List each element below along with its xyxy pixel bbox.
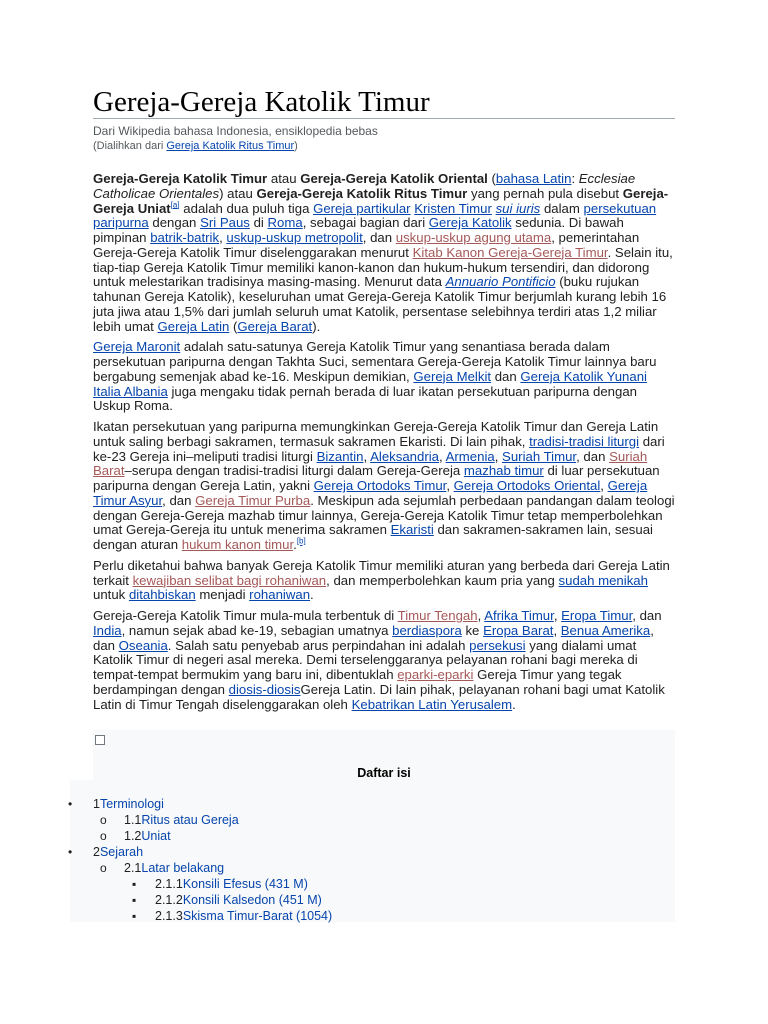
toc-title: Daftar isi xyxy=(357,766,411,780)
text-run: , sebagai bagian dari xyxy=(302,215,429,231)
bold-term: Gereja-Gereja Katolik Timur xyxy=(93,171,268,186)
text-run: , dan xyxy=(576,448,610,464)
wiki-link[interactable]: persekusi xyxy=(469,637,526,653)
toc-link[interactable]: Ritus atau Gereja xyxy=(141,813,239,827)
wiki-link[interactable]: Kebatrikan Latin Yerusalem xyxy=(351,696,513,712)
wiki-link[interactable]: batrik-batrik xyxy=(150,230,220,245)
wiki-link[interactable]: Oseania xyxy=(118,637,168,653)
toc-number: 2.1.1 xyxy=(155,877,183,891)
text-run: , namun sejak abad ke-19, sebagian umatnya xyxy=(121,622,393,638)
toc-link[interactable]: Konsili Efesus (431 M) xyxy=(182,877,308,891)
text-run: , pemerintahan Gereja-Gereja Katolik Timur diselenggarakan menurut xyxy=(93,230,640,260)
redlink[interactable]: Timur Tengah xyxy=(397,608,478,623)
wiki-link[interactable]: Ekaristi xyxy=(390,522,434,538)
text-run: yang pernah pula disebut xyxy=(467,185,623,201)
text-run: ) atau xyxy=(219,185,257,201)
wiki-link[interactable]: Gereja Maronit xyxy=(93,339,181,355)
text-run: (buku rujukan tahunan Gereja Katolik), keseluruhan umat Gereja-Gereja Katolik Timur berjumlah kurang lebih 16 juta jiwa atau 1,5% dari jumlah seluruh umat Katolik, persentase selebihnya terdiri atas 1,2 miliar lebih umat xyxy=(93,274,667,334)
site-tagline: Dari Wikipedia bahasa Indonesia, ensiklopedia bebas xyxy=(93,124,378,138)
wiki-link[interactable]: Gereja Ortodoks Timur xyxy=(313,478,447,493)
text-run: di xyxy=(249,215,268,231)
italic-term: Ecclesiae Catholicae Orientales xyxy=(93,171,636,201)
wiki-link[interactable]: sudah menikah xyxy=(558,572,648,588)
text-run: dengan xyxy=(148,215,201,231)
toc-number: 1.2 xyxy=(124,829,142,843)
text-run: Gereja Latin. Di lain pihak, pelayanan rohani bagi umat Katolik Latin di Timur Tengah diselenggarakan oleh xyxy=(93,681,665,712)
toc-number: 2 xyxy=(93,845,100,859)
text-run: dan sakramen-sakramen lain, sesuai dengan aturan xyxy=(93,522,653,552)
text-run: , dan xyxy=(93,622,654,653)
footnote-ref[interactable]: [b] xyxy=(296,536,306,546)
text-run: juga mengaku tidak pernah berada di luar ikatan persekutuan paripurna dengan Uskup Roma. xyxy=(93,383,638,414)
paragraph-1 xyxy=(93,172,675,334)
wiki-link[interactable]: rohaniwan xyxy=(249,587,311,603)
text-run: adalah satu-satunya Gereja Katolik Timur yang senantiasa berada dalam persekutuan paripurna dengan Takhta Suci, sementara Gereja-Gereja Katolik Timur lainnya baru bergabung semenjak abad ke-16. Meskipun demikian, xyxy=(93,339,657,384)
wiki-link[interactable]: India xyxy=(93,622,122,638)
text-run: , xyxy=(439,448,446,464)
text-run: . xyxy=(512,696,516,712)
article-page xyxy=(93,86,675,718)
text-run: di luar persekutuan paripurna dengan Gereja Latin, yakni xyxy=(93,463,660,493)
text-run: . Selain itu, tiap-tiap Gereja Katolik Timur memiliki kanon-kanon dan hukum-hukum tersendiri, dan didorong untuk melestarikan tradisinya masing-masing. Menurut data xyxy=(93,244,673,290)
text-run: –serupa dengan tradisi-tradisi liturgi dalam Gereja-Gereja xyxy=(124,463,464,479)
redlink[interactable]: Gereja Timur Purba xyxy=(195,492,311,508)
bold-term: Gereja-Gereja Katolik Oriental xyxy=(300,171,488,186)
text-run: ). xyxy=(312,318,321,334)
toc-bullet: o xyxy=(100,829,107,843)
text-run: ke xyxy=(461,622,484,638)
text-run: . Salah satu penyebab arus perpindahan ini adalah xyxy=(167,637,470,653)
text-run: Ikatan persekutuan yang paripurna memungkinkan Gereja-Gereja Katolik Timur dan Gereja Latin untuk saling berbagi sakramen, termasuk sakramen Ekaristi. Di lain pihak, xyxy=(93,419,659,449)
text-run: dan xyxy=(491,368,521,384)
toc-toggle-checkbox[interactable] xyxy=(95,735,105,745)
paragraph-3 xyxy=(93,420,675,553)
bold-term: Gereja-Gereja Uniat xyxy=(93,185,669,216)
text-run: untuk xyxy=(93,587,129,603)
text-run: , xyxy=(553,608,562,623)
wiki-link[interactable]: Gereja partikular xyxy=(313,200,411,216)
text-run: Gereja Timur yang tegak berdampingan dengan xyxy=(93,667,622,697)
wiki-link[interactable]: Gereja Ortodoks Oriental xyxy=(453,478,601,493)
toc-number: 2.1 xyxy=(124,861,142,875)
wiki-link[interactable]: ditahbiskan xyxy=(128,587,196,603)
toc-link[interactable]: Latar belakang xyxy=(141,861,225,875)
toc-link[interactable]: Konsili Kalsedon (451 M) xyxy=(182,893,322,907)
text-run: , xyxy=(600,478,608,493)
text-run: , xyxy=(477,608,485,623)
text-run: menjadi xyxy=(195,587,250,603)
page-title: Gereja-Gereja Katolik Timur xyxy=(93,86,675,119)
toc-bullet: ▪ xyxy=(132,893,137,907)
wiki-link[interactable]: Gereja Timur Asyur xyxy=(93,478,648,508)
toc-link[interactable]: Sejarah xyxy=(99,845,144,859)
redlink[interactable]: Kitab Kanon Gereja-Gereja Timur xyxy=(412,244,608,260)
toc-number: 2.1.3 xyxy=(155,909,183,923)
article-body xyxy=(93,172,675,712)
text-run: dalam xyxy=(540,200,584,216)
wiki-link[interactable]: bahasa Latin xyxy=(495,171,572,186)
wiki-link[interactable]: persekutuan paripurna xyxy=(93,200,657,231)
text-run: . Meskipun ada sejumlah perbedaan pandangan dalam teologi dengan Gereja-Gereja mazhab timur lainnya, Gereja-Gereja Katolik Timur tetap memperbolehkan umat Gereja-Gereja itu untuk menerima sakramen xyxy=(93,492,675,538)
wiki-link[interactable]: Gereja Latin xyxy=(157,318,230,334)
wiki-link[interactable]: mazhab timur xyxy=(463,463,544,479)
text-run: , xyxy=(446,478,454,493)
wiki-link[interactable]: Bizantin xyxy=(316,448,364,464)
wiki-link[interactable]: Eropa Barat xyxy=(483,622,554,638)
wiki-link[interactable]: Eropa Timur xyxy=(561,608,633,623)
wiki-link[interactable]: diosis-diosis xyxy=(228,681,301,697)
toc-bullet: o xyxy=(100,861,107,875)
toc-link[interactable]: Terminologi xyxy=(99,797,164,811)
toc-number: 1.1 xyxy=(124,813,142,827)
text-run: dari ke-23 Gereja ini–meliputi tradisi liturgi xyxy=(93,433,665,464)
toc-number: 2.1.2 xyxy=(155,893,183,907)
text-run: , dan xyxy=(632,608,662,623)
text-run: , dan memperbolehkan kaum pria yang xyxy=(326,572,559,588)
wiki-link[interactable]: berdiaspora xyxy=(392,622,462,638)
footnote-sup xyxy=(171,200,180,209)
text-run: , xyxy=(219,230,227,245)
redirect-link[interactable]: Gereja Katolik Ritus Timur xyxy=(166,140,295,152)
wiki-link[interactable]: Gereja Melkit xyxy=(413,368,492,384)
text-run: adalah dua puluh tiga xyxy=(179,200,314,216)
toc-bullet: • xyxy=(68,845,73,859)
wiki-link[interactable]: Gereja Barat xyxy=(237,318,313,334)
text-run: , xyxy=(494,448,503,464)
text-run: Perlu diketahui bahwa banyak Gereja Katolik Timur memiliki aturan yang berbeda dari Gereja Latin terkait xyxy=(93,557,670,588)
wiki-link[interactable]: Afrika Timur xyxy=(484,608,554,623)
toc-number: 1 xyxy=(93,797,100,811)
text-run: , dan xyxy=(362,230,396,245)
footnote-ref[interactable]: [a] xyxy=(170,200,180,210)
redirect-suffix: ) xyxy=(294,140,298,152)
wiki-link[interactable]: Sri Paus xyxy=(200,215,250,231)
toc-link[interactable]: Uniat xyxy=(141,829,171,843)
text-run: , xyxy=(363,448,371,464)
wiki-link[interactable]: Suriah Timur xyxy=(502,448,577,464)
text-run: , dan xyxy=(162,492,196,508)
text-run: : xyxy=(571,171,579,186)
toc-bullet: ▪ xyxy=(132,877,137,891)
wiki-link[interactable]: uskup-uskup metropolit xyxy=(226,230,363,245)
wiki-link[interactable]: sui iuris xyxy=(495,200,541,216)
text-run: . xyxy=(293,537,297,552)
bold-term: Gereja-Gereja Katolik Ritus Timur xyxy=(256,185,468,201)
toc-link[interactable]: Skisma Timur-Barat (1054) xyxy=(182,909,333,923)
redirect-notice xyxy=(93,139,675,154)
text-run: . xyxy=(310,587,314,603)
text-run: , xyxy=(553,622,561,638)
wiki-link[interactable]: Annuario Pontificio xyxy=(445,274,556,290)
paragraph-4 xyxy=(93,559,675,603)
wiki-link[interactable]: Armenia xyxy=(445,448,495,464)
text-run: atau xyxy=(267,171,301,186)
wiki-link[interactable]: Aleksandria xyxy=(370,448,439,464)
wiki-link[interactable]: Benua Amerika xyxy=(560,622,651,638)
redirect-prefix: (Dialihkan dari xyxy=(93,140,167,152)
redlink[interactable]: eparki-eparki xyxy=(397,667,474,682)
text-run: ( xyxy=(487,171,496,186)
footnote-sup xyxy=(297,537,306,546)
redlink[interactable]: kewajiban selibat bagi rohaniwan xyxy=(132,572,327,588)
toc-bullet: ▪ xyxy=(132,909,137,923)
wiki-link[interactable]: Kristen Timur xyxy=(414,200,492,216)
redlink[interactable]: hukum kanon timur xyxy=(181,537,294,552)
paragraph-2 xyxy=(93,340,675,414)
wiki-link[interactable]: Roma xyxy=(267,215,303,231)
wiki-link[interactable]: Gereja Katolik Yunani Italia Albania xyxy=(93,368,647,399)
paragraph-5 xyxy=(93,609,675,712)
wiki-link[interactable]: Gereja Katolik xyxy=(428,215,512,231)
text-run: ( xyxy=(229,318,238,334)
toc-bullet: • xyxy=(68,797,73,811)
toc-bullet: o xyxy=(100,813,107,827)
text-run: yang dialami umat Katolik Timur di negeri asal mereka. Demi terselenggaranya pelayanan rohani bagi mereka di tempat-tempat bermukim yang baru ini, dibentuklah xyxy=(93,637,638,682)
wiki-link[interactable]: tradisi-tradisi liturgi xyxy=(529,433,640,449)
text-run: sedunia. Di bawah pimpinan xyxy=(93,215,624,245)
redlink[interactable]: Suriah Barat xyxy=(93,448,648,479)
text-run: Gereja-Gereja Katolik Timur mula-mula terbentuk di xyxy=(93,608,398,623)
redlink[interactable]: uskup-uskup agung utama xyxy=(395,230,552,245)
